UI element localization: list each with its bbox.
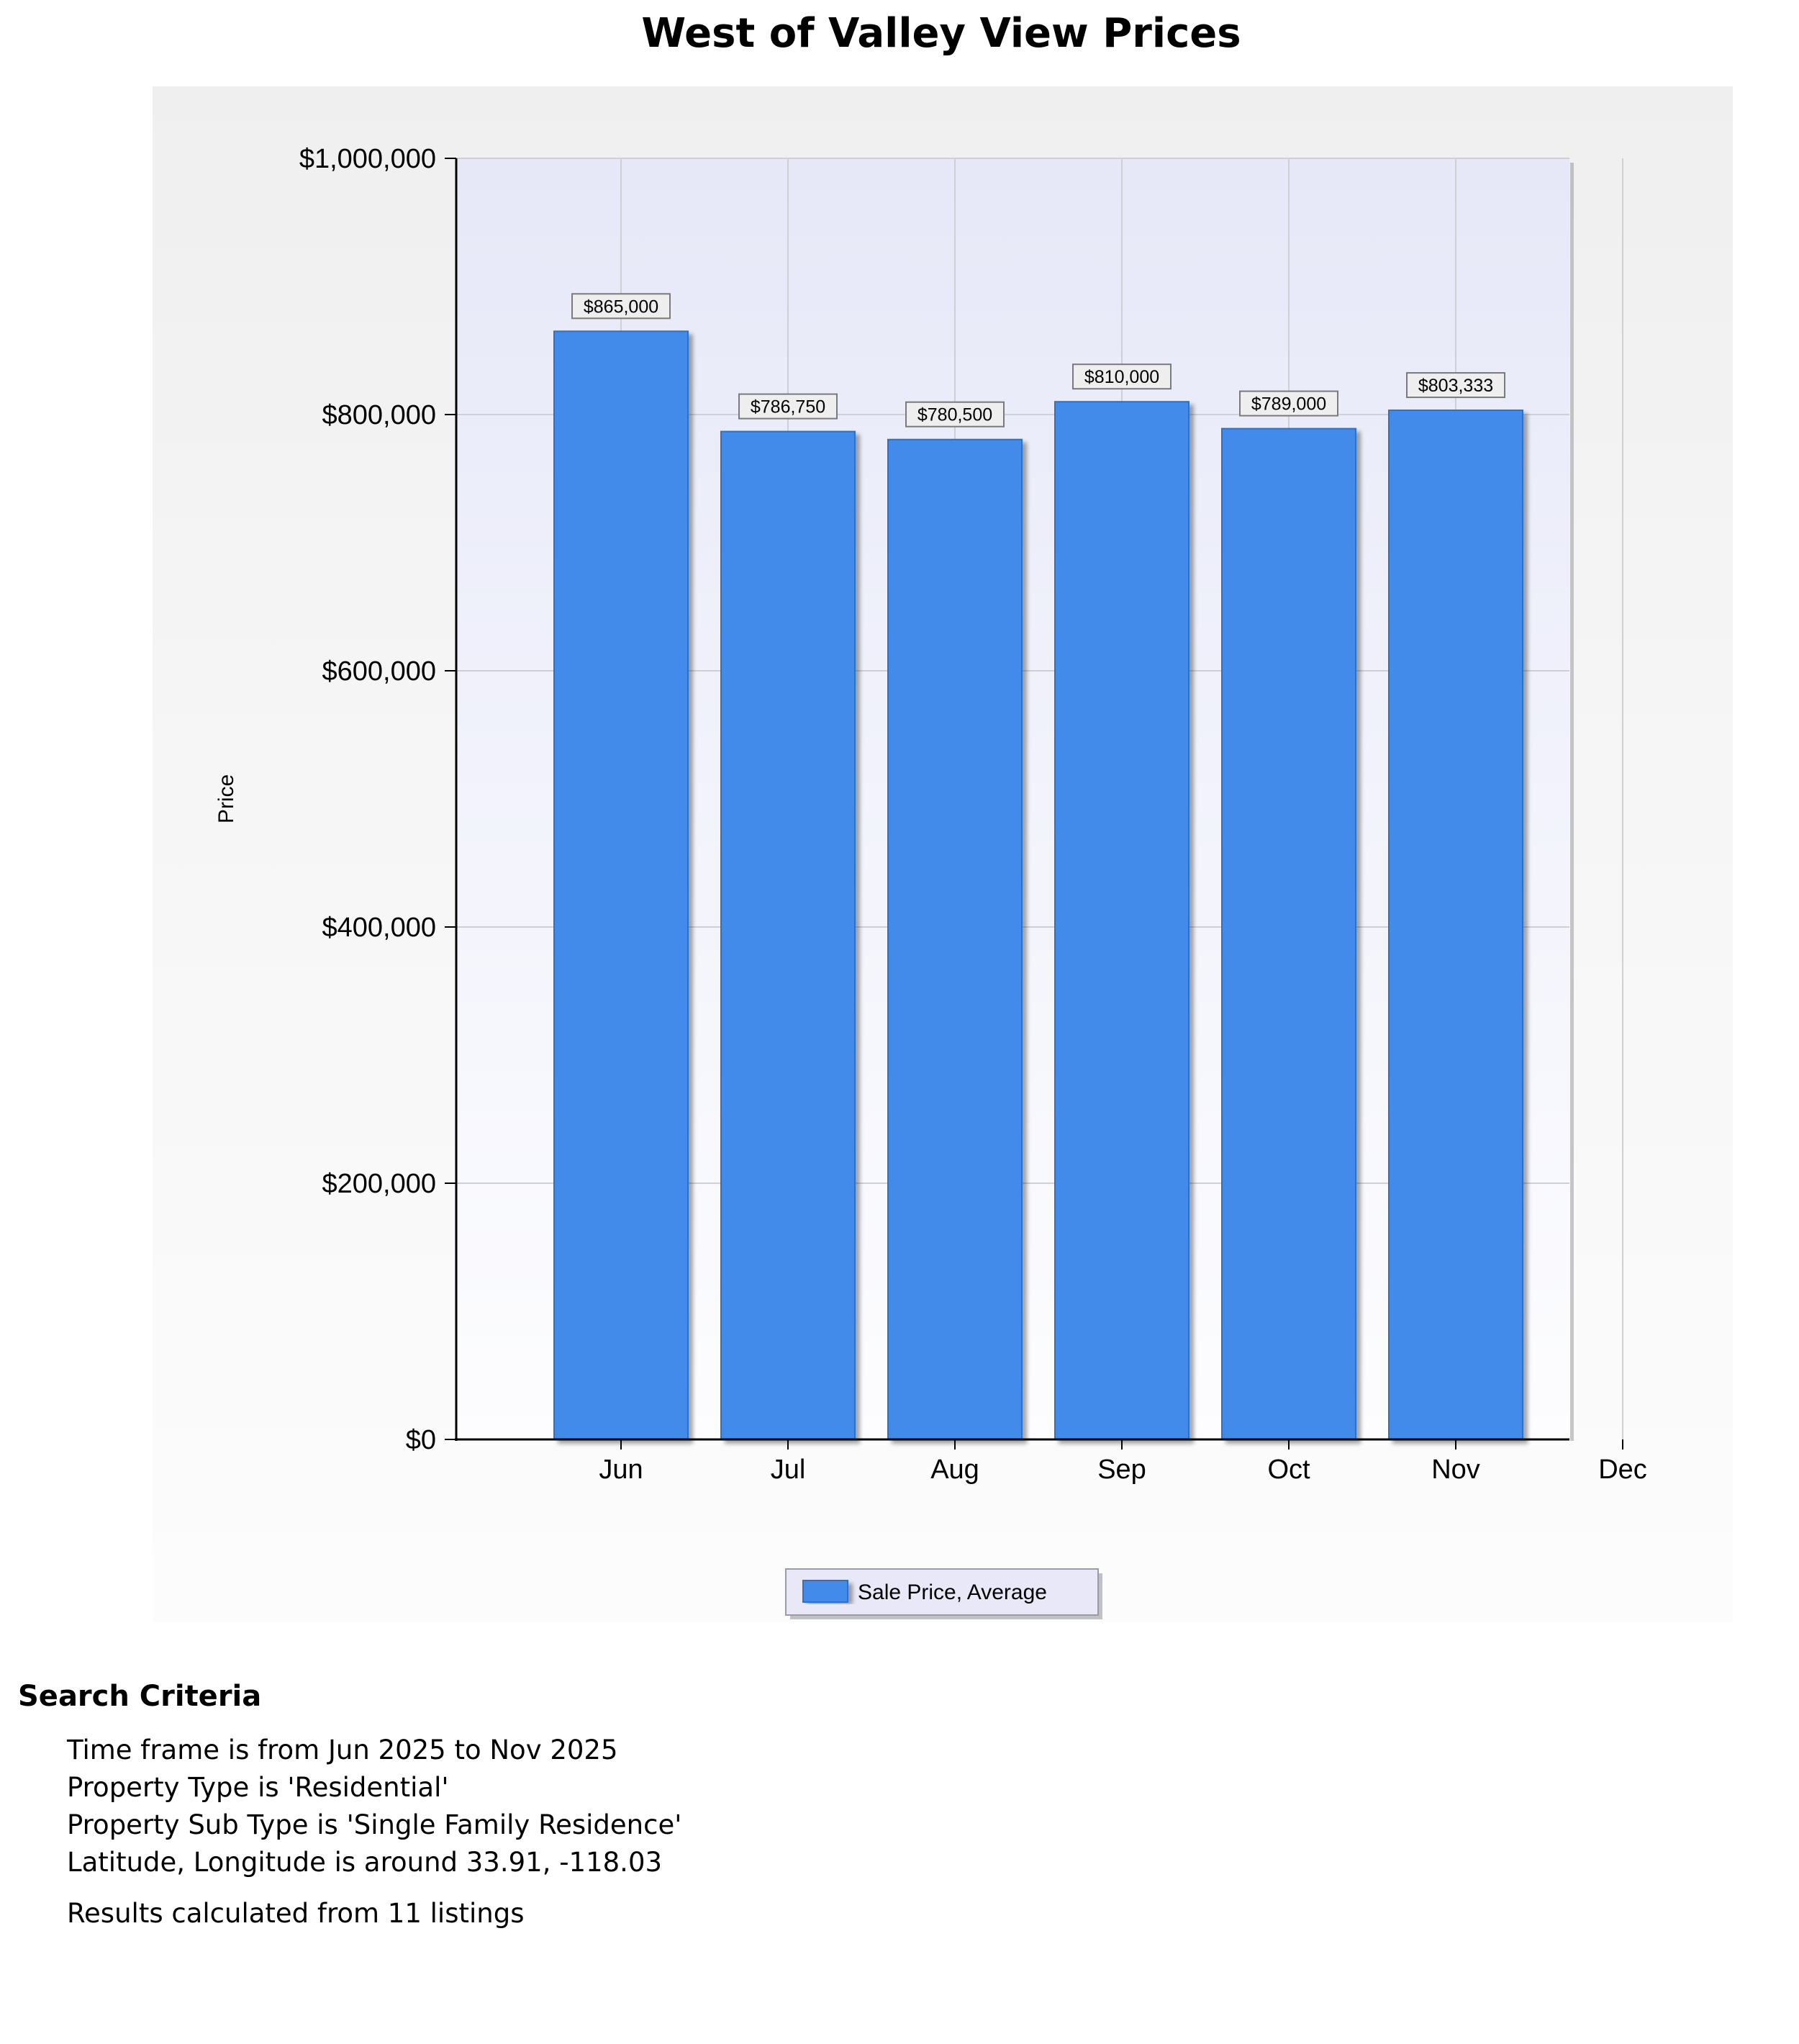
- legend-label: Sale Price, Average: [858, 1581, 1047, 1604]
- bar-chart: [153, 86, 1733, 1622]
- y-tick-label: $600,000: [322, 656, 436, 687]
- bar-oct: [1222, 429, 1356, 1439]
- y-tick-label: $200,000: [322, 1169, 436, 1199]
- x-tick-label: Jun: [599, 1455, 643, 1485]
- bar-aug: [888, 440, 1022, 1439]
- page-title: West of Valley View Prices: [641, 10, 1241, 57]
- data-label: $780,500: [917, 404, 993, 425]
- y-tick-label: $400,000: [322, 913, 436, 943]
- chart-panel: [153, 86, 1733, 1622]
- data-label: $789,000: [1251, 394, 1327, 415]
- criteria-item-property-type: Property Type is 'Residential': [67, 1772, 449, 1803]
- results-count: Results calculated from 11 listings: [67, 1898, 525, 1929]
- data-label: $810,000: [1084, 367, 1160, 388]
- data-label: $786,750: [750, 397, 826, 417]
- search-criteria-list: [67, 1732, 681, 1881]
- legend-swatch: [803, 1581, 848, 1602]
- bar-jul: [721, 432, 855, 1439]
- data-label: $803,333: [1418, 376, 1494, 397]
- bar-nov: [1389, 410, 1523, 1439]
- x-tick-label: Oct: [1267, 1455, 1310, 1485]
- criteria-item-location: Latitude, Longitude is around 33.91, -118.03: [67, 1847, 663, 1878]
- data-label: $865,000: [583, 297, 659, 317]
- bar-sep: [1055, 402, 1189, 1439]
- x-tick-label: Dec: [1598, 1455, 1647, 1485]
- x-tick-label: Aug: [930, 1455, 979, 1485]
- bar-jun: [554, 331, 688, 1439]
- x-tick-label: Nov: [1431, 1455, 1480, 1485]
- y-axis-title: Price: [214, 774, 238, 824]
- y-tick-label: $0: [405, 1425, 436, 1455]
- search-criteria-heading: Search Criteria: [18, 1680, 262, 1713]
- criteria-item-time-frame: Time frame is from Jun 2025 to Nov 2025: [67, 1735, 618, 1765]
- y-tick-label: $800,000: [322, 400, 436, 430]
- x-tick-label: Jul: [770, 1455, 806, 1485]
- plot-edge-shadow: [1570, 163, 1574, 1441]
- x-tick-label: Sep: [1097, 1455, 1146, 1485]
- criteria-item-property-sub-type: Property Sub Type is 'Single Family Residence': [67, 1809, 682, 1840]
- y-tick-label: $1,000,000: [299, 144, 436, 174]
